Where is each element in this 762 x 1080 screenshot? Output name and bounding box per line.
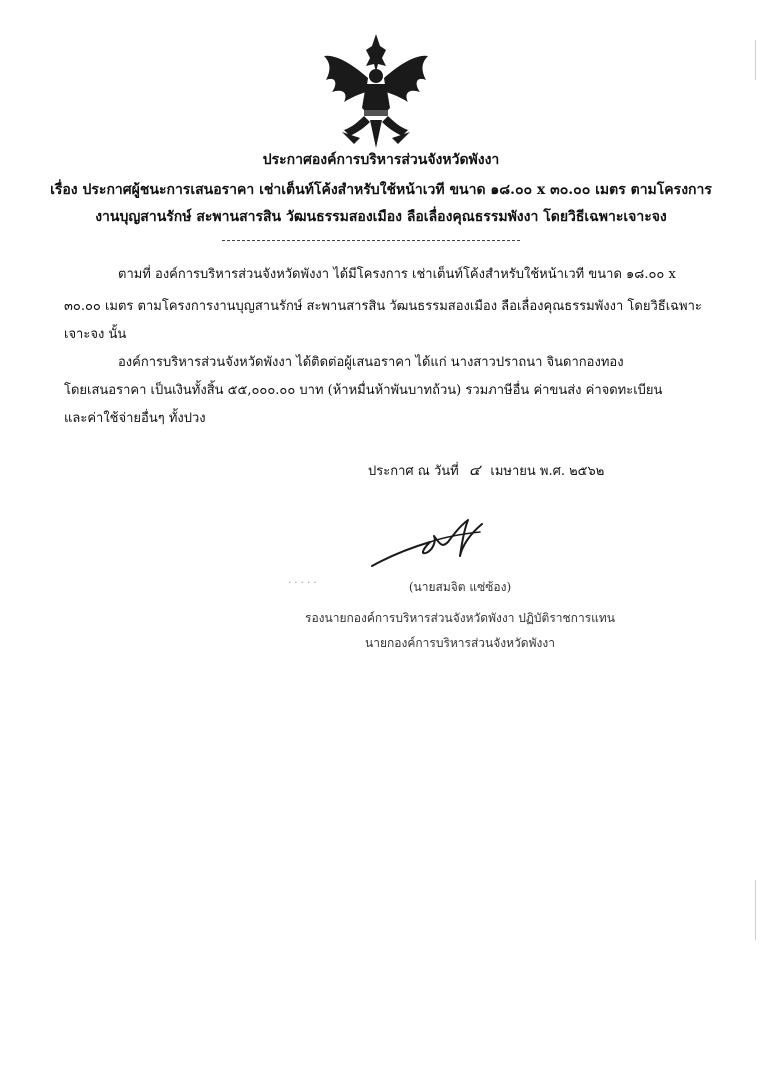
paragraph-1-line-2: ๓๐.๐๐ เมตร ตามโครงการงานบุญสานรักษ์ สะพานสารสิน วัฒนธรรมสองเมือง ลือเลื่องคุณธรรมพังงา โดยวิธีเฉพาะ [64,299,702,314]
garuda-emblem-icon [320,32,432,150]
dashed-divider [222,240,520,241]
faint-mark: · · · · · [288,578,317,589]
handwritten-signature [370,512,500,572]
date-prefix: ประกาศ ณ วันที่ [368,464,459,479]
signer-position-line-2: นายกองค์การบริหารส่วนจังหวัดพังงา [365,636,555,650]
paragraph-2-line-2: โดยเสนอราคา เป็นเงินทั้งสิ้น ๕๕,๐๐๐.๐๐ บาท (ห้าหมื่นห้าพันบาทถ้วน) รวมภาษีอื่น ค่าขนส่ง ค่าจดทะเบียน [64,383,663,398]
scan-edge-mark [755,40,756,80]
announcement-date [368,460,604,482]
announcement-title: ประกาศองค์การบริหารส่วนจังหวัดพังงา [262,152,500,168]
paragraph-2-line-1: องค์การบริหารส่วนจังหวัดพังงา ได้ติดต่อผู้เสนอราคา ได้แก่ นางสาวปราถนา จินดากองทอง [118,355,624,370]
subject-line-1: เรื่อง ประกาศผู้ชนะการเสนอราคา เช่าเต็นท์โค้งสำหรับใช้หน้าเวที ขนาด ๑๘.๐๐ x ๓๐.๐๐ เมตร ตามโครงการ [50,182,712,198]
signer-position-line-1: รองนายกองค์การบริหารส่วนจังหวัดพังงา ปฏิบัติราชการแทน [305,611,615,625]
scan-edge-mark [755,880,756,940]
signer-name: (นายสมจิต แซ่ซ้อง) [408,580,512,594]
date-month-year: เมษายน พ.ศ. ๒๕๖๒ [490,464,605,479]
paragraph-1-line-1: ตามที่ องค์การบริหารส่วนจังหวัดพังงา ได้มีโครงการ เช่าเต็นท์โค้งสำหรับใช้หน้าเวที ขนาด ๑๘.๐๐ x [118,267,676,282]
paragraph-2-line-3: และค่าใช้จ่ายอื่นๆ ทั้งปวง [64,411,206,426]
paragraph-1-line-3: เจาะจง นั้น [64,327,127,342]
date-day: ๔ [468,461,481,479]
subject-line-2: งานบุญสานรักษ์ สะพานสารสิน วัฒนธรรมสองเมือง ลือเลื่องคุณธรรมพังงา โดยวิธีเฉพาะเจาะจง [95,209,667,225]
